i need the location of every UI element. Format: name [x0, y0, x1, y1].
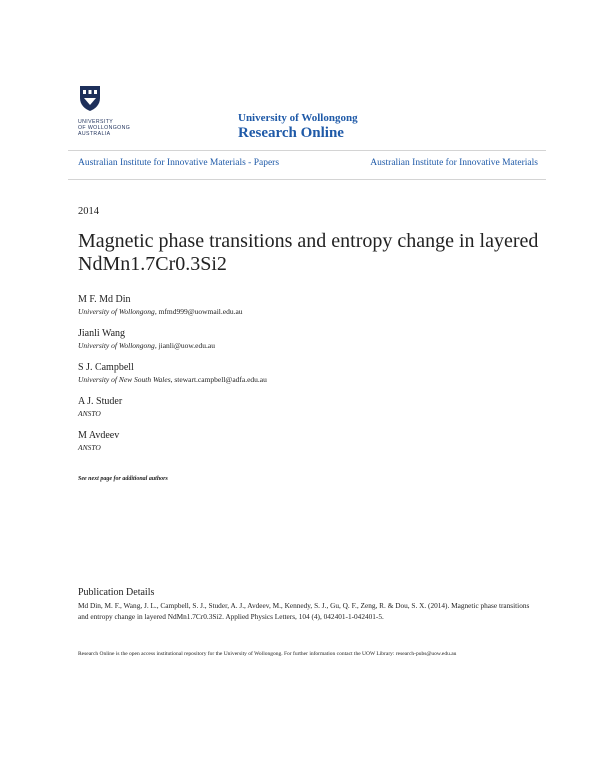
- author-affiliation: [78, 374, 548, 385]
- publication-details-text: Md Din, M. F., Wang, J. L., Campbell, S. J., Studer, A. J., Avdeev, M., Kennedy, S. J., Gu, Q. F., Zeng, R. & Dou, S. X. (2014). Magnetic phase transitions and entropy change in layered NdMn1.7Cr0.3Si2. Applied Physics Letters, 104 (4), 042401-1-042401-5.: [78, 601, 530, 621]
- brand-repository[interactable]: Research Online: [238, 125, 344, 141]
- author-affiliation: [78, 408, 548, 419]
- collection-link-papers[interactable]: Australian Institute for Innovative Materials - Papers: [78, 158, 280, 168]
- author-name: Jianli Wang: [78, 328, 126, 339]
- crest-icon: [78, 84, 102, 112]
- repository-footer: Research Online is the open access institutional repository for the University of Wollongong. For further information contact the UOW Library: research-pubs@uow.edu.au: [78, 651, 457, 657]
- logo-line: AUSTRALIA: [78, 131, 111, 137]
- author-entry: [78, 395, 548, 419]
- divider: [68, 150, 546, 151]
- author-email[interactable]: , mfmd999@uowmail.edu.au: [154, 307, 243, 316]
- author-name: A J. Studer: [78, 396, 123, 407]
- logo-line: OF WOLLONGONG: [78, 125, 131, 131]
- brand-block[interactable]: [238, 112, 358, 142]
- collection-link-institute[interactable]: Australian Institute for Innovative Materials: [370, 158, 538, 168]
- affiliation-name: University of Wollongong: [78, 341, 155, 350]
- affiliation-name: ANSTO: [78, 409, 101, 418]
- affiliation-name: University of Wollongong: [78, 307, 155, 316]
- author-entry: [78, 361, 548, 385]
- logo-line: UNIVERSITY: [78, 119, 114, 125]
- author-name: S J. Campbell: [78, 362, 134, 373]
- author-entry: [78, 429, 548, 453]
- author-entry: [78, 293, 548, 317]
- author-affiliation: [78, 442, 548, 453]
- author-list: [78, 293, 548, 463]
- brand-university[interactable]: University of Wollongong: [238, 112, 358, 124]
- affiliation-name: University of New South Wales: [78, 375, 171, 384]
- see-next-page-note: See next page for additional authors: [78, 476, 168, 482]
- author-affiliation: [78, 340, 548, 351]
- author-email[interactable]: , stewart.campbell@adfa.edu.au: [170, 375, 267, 384]
- divider: [68, 179, 546, 180]
- author-affiliation: [78, 306, 548, 317]
- affiliation-name: ANSTO: [78, 443, 101, 452]
- uow-logo[interactable]: [78, 84, 148, 137]
- author-name: M Avdeev: [78, 430, 120, 441]
- publication-details-heading: Publication Details: [78, 587, 155, 598]
- paper-title: Magnetic phase transitions and entropy change in layered NdMn1.7Cr0.3Si2: [78, 230, 539, 275]
- publication-year: 2014: [78, 206, 99, 217]
- author-email[interactable]: , jianli@uow.edu.au: [154, 341, 215, 350]
- author-name: M F. Md Din: [78, 294, 131, 305]
- author-entry: [78, 327, 548, 351]
- logo-text: [78, 119, 148, 137]
